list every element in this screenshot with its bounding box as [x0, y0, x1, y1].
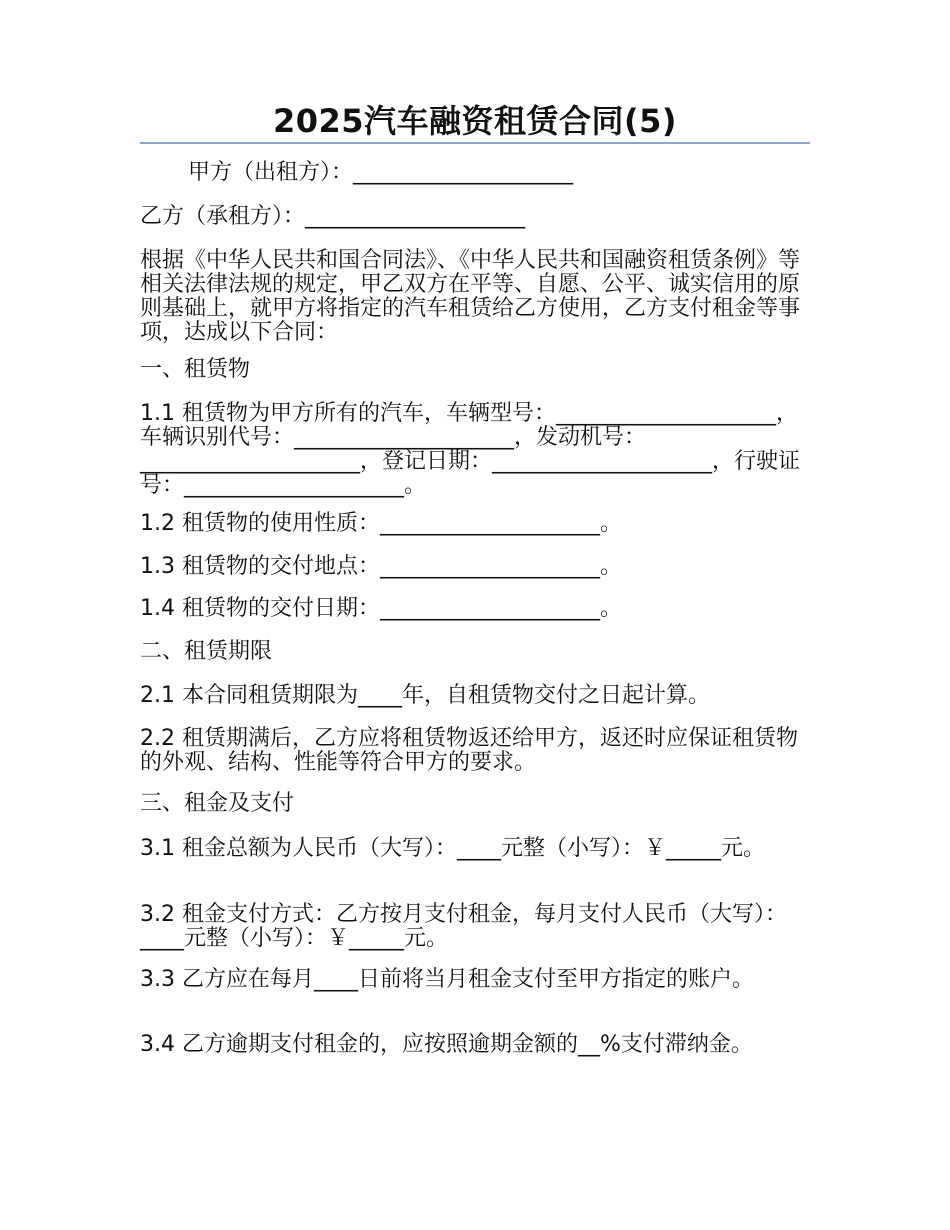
- clause-2-1: 2.1 本合同租赁期限为____年，自租赁物交付之日起计算。: [140, 683, 710, 708]
- section-heading-1: 一、租赁物: [140, 357, 251, 382]
- preamble-paragraph: 根据《中华人民共和国合同法》、《中华人民共和国融资租赁条例》等相关法律法规的规定，甲乙双方在平等、自愿、公平、诚实信用的原则基础上，就甲方将指定的汽车租赁给乙方使用，乙方支付租金等事项，达成以下合同：: [140, 248, 801, 345]
- document-title: 2025汽车融资租赁合同(5): [272, 102, 678, 140]
- clause-3-4: 3.4 乙方逾期支付租金的，应按照逾期金额的__%支付滞纳金。: [140, 1032, 753, 1057]
- clause-1-4: 1.4 租赁物的交付日期：____________________。: [140, 596, 622, 621]
- section-heading-3: 三、租金及支付: [140, 791, 295, 816]
- clause-1-3: 1.3 租赁物的交付地点：____________________。: [140, 554, 622, 579]
- party-a-line: 甲方（出租方）：____________________: [188, 160, 574, 185]
- party-b-line: 乙方（承租方）：____________________: [140, 204, 526, 229]
- clause-3-1: 3.1 租金总额为人民币（大写）：____元整（小写）：￥_____元。: [140, 836, 765, 861]
- clause-3-3: 3.3 乙方应在每月____日前将当月租金支付至甲方指定的账户。: [140, 967, 754, 992]
- clause-3-2: 3.2 租金支付方式：乙方按月支付租金，每月支付人民币（大写）：____元整（小写）：￥_____元。: [140, 902, 787, 951]
- clause-1-2: 1.2 租赁物的使用性质：____________________。: [140, 511, 622, 536]
- section-heading-2: 二、租赁期限: [140, 639, 273, 664]
- title-block: [140, 100, 810, 144]
- clause-1-1: 1.1 租赁物为甲方所有的汽车，车辆型号：____________________，车辆识别代号：____________________，发动机号：____________________，登记日期：____________________，行驶证号：____________________。: [140, 401, 801, 498]
- clause-2-2: 2.2 租赁期满后，乙方应将租赁物返还给甲方，返还时应保证租赁物的外观、结构、性能等符合甲方的要求。: [140, 726, 798, 775]
